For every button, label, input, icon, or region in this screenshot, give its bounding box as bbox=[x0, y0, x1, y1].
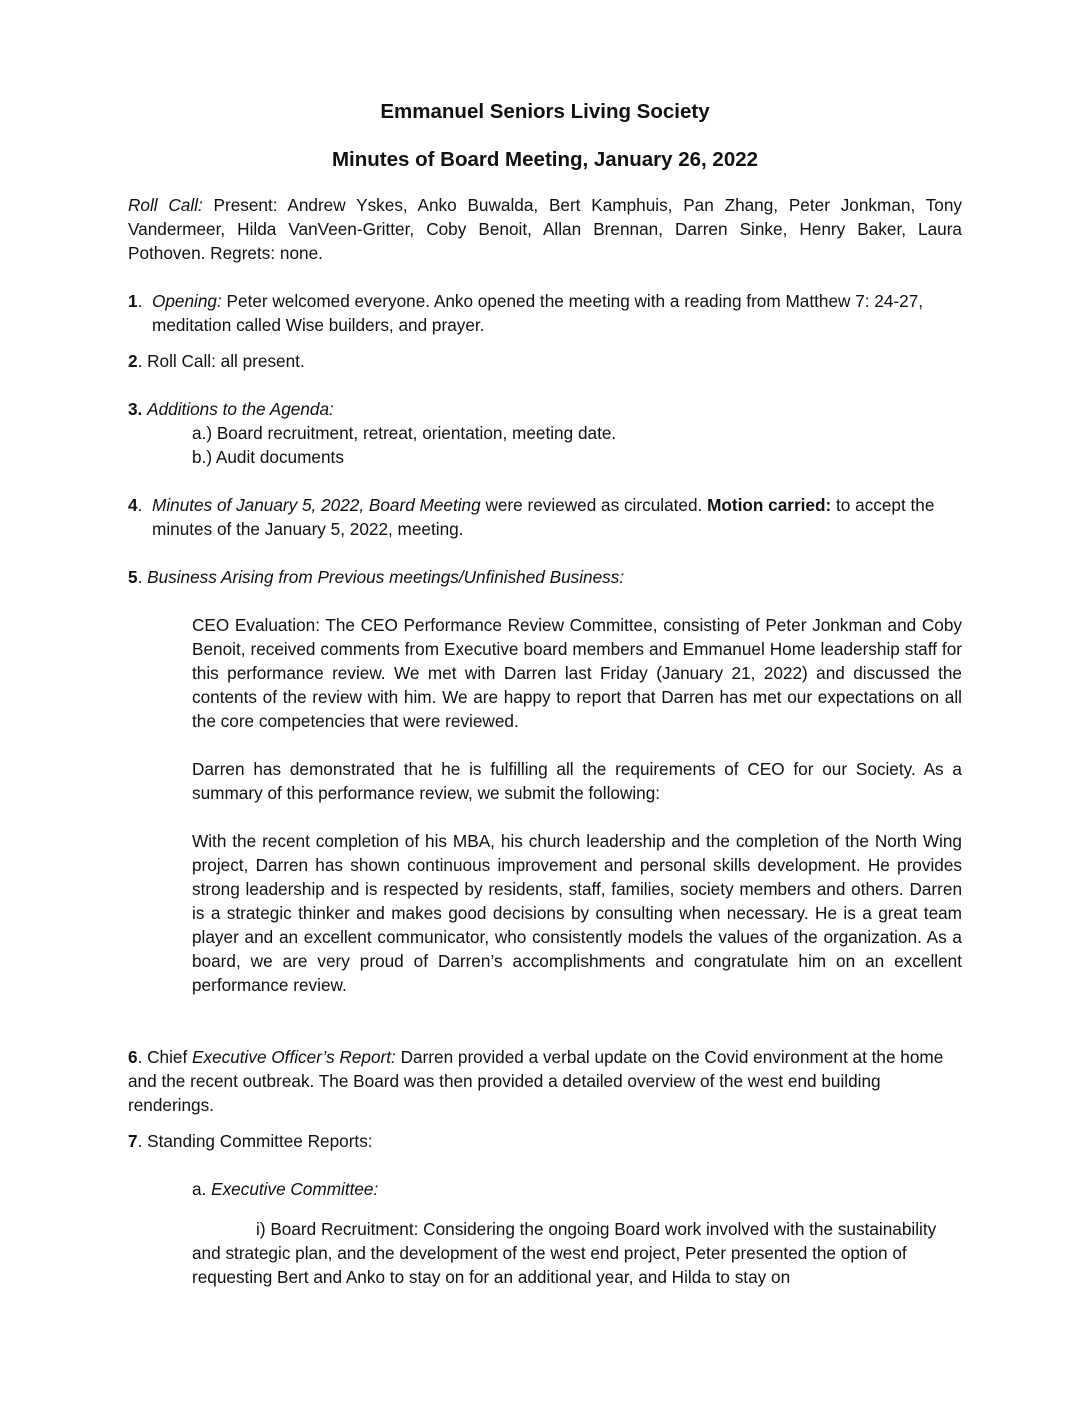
opening-text: Peter welcomed everyone. Anko opened the meeting with a reading from Matthew 7: 24-27, meditation called Wise builders, and prayer. bbox=[152, 291, 924, 335]
agenda-item-a: a.) Board recruitment, retreat, orientation, meeting date. bbox=[192, 423, 617, 443]
ceo-summary-paragraph: With the recent completion of his MBA, his church leadership and the completion of the North Wing project, Darren has shown continuous improvement and personal skills development. He provides strong leadership and is respected by residents, staff, families, society members and others. Darren is a strategic thinker and makes good decisions by consulting when necessary. He is a great team player and an excellent communicator, who consistently models the values of the organization. As a board, we are very proud of Darren’s accomplishments and congratulate him on an excellent performance review. bbox=[192, 831, 962, 995]
minutes-label: Minutes of January 5, 2022, Board Meeting bbox=[152, 495, 481, 515]
item-number: 6 bbox=[128, 1047, 138, 1067]
item-number: 5 bbox=[128, 567, 138, 587]
item-business-arising: 5. Business Arising from Previous meetings/Unfinished Business: bbox=[128, 567, 625, 587]
item-agenda-additions bbox=[128, 397, 962, 421]
sub-item-letter: a. bbox=[192, 1179, 212, 1199]
motion-label: Motion carried: bbox=[707, 495, 832, 515]
roll-call-status: . Roll Call: all present. bbox=[137, 351, 305, 371]
item-number: 1 bbox=[128, 291, 138, 311]
item-opening: 1. Opening: Peter welcomed everyone. Anko opened the meeting with a reading from Matthew 7: 24-27, meditation called Wise builders, and prayer. bbox=[128, 291, 924, 335]
standing-committees-text: . Standing Committee Reports: bbox=[137, 1131, 373, 1151]
agenda-item-b: b.) Audit documents bbox=[192, 447, 344, 467]
ceo-report-label: Executive Officer’s Report: bbox=[192, 1047, 396, 1067]
roll-call-text: Present: Andrew Yskes, Anko Buwalda, Bert Kamphuis, Pan Zhang, Peter Jonkman, Tony Vandermeer, Hilda VanVeen-Gritter, Coby Benoit, Allan Brennan, Darren Sinke, Henry Baker, Laura Pothoven. Regrets: none. bbox=[128, 195, 962, 263]
item-number: 4 bbox=[128, 495, 138, 515]
roll-call-paragraph bbox=[128, 193, 962, 265]
ceo-report-text: Darren provided a verbal update on the Covid environment at the home and the recent outbreak. The Board was then provided a detailed overview of the west end building renderings. bbox=[128, 1047, 944, 1115]
ceo-requirements-paragraph: Darren has demonstrated that he is fulfilling all the requirements of CEO for our Society. As a summary of this performance review, we submit the following: bbox=[192, 759, 962, 803]
document-title: Emmanuel Seniors Living Society bbox=[380, 100, 710, 123]
opening-label: Opening: bbox=[152, 291, 222, 311]
ceo-evaluation-paragraph: CEO Evaluation: The CEO Performance Review Committee, consisting of Peter Jonkman and Coby Benoit, received comments from Executive board members and Emmanuel Home leadership staff for this performance review. We met with Darren last Friday (January 21, 2022) and discussed the contents of the review with him. We are happy to report that Darren has met our expectations on all the core competencies that were reviewed. bbox=[192, 615, 962, 731]
business-arising-label: Business Arising from Previous meetings/Unfinished Business: bbox=[147, 567, 625, 587]
item-number: 2 bbox=[128, 351, 138, 371]
item-roll-call bbox=[128, 349, 962, 373]
agenda-additions-label: Additions to the Agenda: bbox=[147, 399, 334, 419]
item-number: 7 bbox=[128, 1131, 138, 1151]
motion-text: to accept the minutes of the January 5, 2022, meeting. bbox=[152, 495, 935, 539]
ceo-report-prefix: . Chief bbox=[137, 1047, 193, 1067]
roll-call-label: Roll Call: bbox=[128, 195, 203, 215]
executive-committee-heading bbox=[192, 1177, 962, 1201]
board-recruitment-paragraph: i) Board Recruitment: Considering the ongoing Board work involved with the sustainability and strategic plan, and the development of the west end project, Peter presented the option of requesting Bert and Anko to stay on for an additional year, and Hilda to stay on bbox=[192, 1219, 937, 1287]
executive-committee-label: Executive Committee: bbox=[211, 1179, 379, 1199]
item-number: 3. bbox=[128, 399, 143, 419]
document-subtitle: Minutes of Board Meeting, January 26, 2022 bbox=[331, 148, 759, 171]
item-minutes: 4. Minutes of January 5, 2022, Board Meeting were reviewed as circulated. Motion carried: to accept the minutes of the January 5, 2022, meeting. bbox=[128, 495, 935, 539]
item-ceo-report bbox=[128, 1045, 962, 1117]
minutes-text: were reviewed as circulated. bbox=[480, 495, 708, 515]
item-standing-committees bbox=[128, 1129, 962, 1153]
